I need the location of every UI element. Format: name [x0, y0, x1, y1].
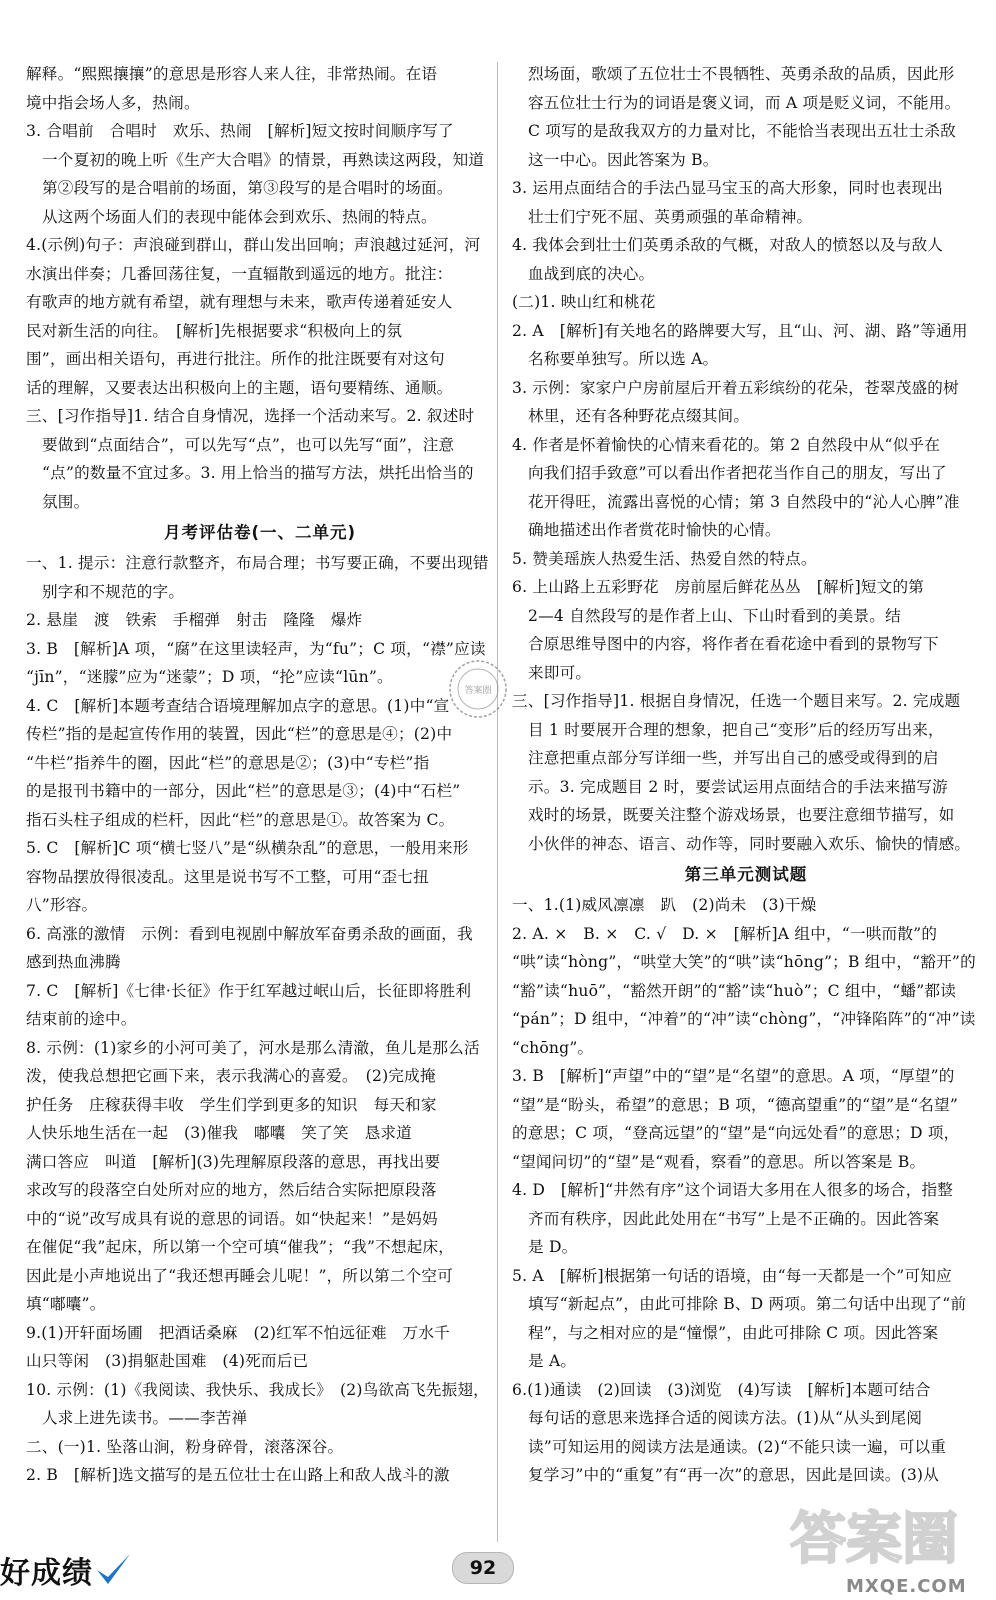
- text-line: 4.(示例)句子：声浪碰到群山，群山发出回响；声浪越过延河，河: [26, 236, 481, 254]
- stamp-text: 答案圈: [464, 686, 492, 696]
- text-line: 这一中心。因此答案为 B。: [528, 150, 719, 169]
- column-divider: [497, 62, 498, 1542]
- text-line: 境中指会场人多，热闹。: [26, 93, 200, 112]
- text-line: 3. B [解析]A 项，“腐”在这里读轻声，为“fu”；C 项，“襟”应读: [26, 639, 486, 658]
- text-line: 满口答应 叫道 [解析](3)先理解原段落的意思，再找出要: [26, 1152, 441, 1171]
- text-line: “jīn”，“迷朦”应为“迷蒙”；D 项，“抡”应读“lūn”。: [26, 668, 393, 686]
- text-line: 4. 我体会到壮士们英勇杀敌的气概，对敌人的愤怒以及与敌人: [512, 236, 944, 254]
- text-line: 确地描述出作者赏花时愉快的心情。: [528, 521, 781, 539]
- text-line: 6. 上山路上五彩野花 房前屋后鲜花丛丛 [解析]短文的第: [512, 578, 925, 596]
- text-line: 护任务 庄稼获得丰收 学生们学到更多的知识 每天和家: [26, 1095, 437, 1114]
- text-line: 三、[习作指导]1. 根据自身情况，任选一个题目来写。2. 完成题: [512, 692, 961, 710]
- text-line: 读”可知运用的阅读方法是通读。(2)“不能只读一遍，可以重: [528, 1437, 947, 1456]
- text-line: “哄”读“hòng”，“哄堂大笑”的“哄”读“hōng”；B 组中，“豁开”的: [512, 953, 976, 971]
- text-line: 容五位壮士行为的词语是褒义词，而 A 项是贬义词，不能用。: [528, 93, 961, 112]
- text-line: 合原思维导图中的内容，将作者在看花途中看到的景物写下: [528, 635, 939, 653]
- text-line: 传栏”指的是起宣传作用的装置，因此“栏”的意思是④；(2)中: [26, 725, 453, 743]
- text-line: 一、1. 提示：注意行款整齐，布局合理；书写要正确，不要出现错: [26, 554, 489, 572]
- text-line: 民对新生活的向往。 [解析]先根据要求“积极向上的氛: [26, 321, 403, 340]
- section-heading: 月考评估卷(一、二单元): [163, 523, 357, 542]
- text-line: 是 D。: [528, 1238, 578, 1256]
- text-line: 泼，使我总想把它画下来，表示我满心的喜爱。 (2)完成掩: [26, 1067, 436, 1085]
- text-line: 血战到底的决心。: [528, 264, 655, 283]
- text-line: 5. 赞美瑶族人热爱生活、热爱自然的特点。: [512, 549, 817, 568]
- round-stamp: [447, 658, 509, 720]
- text-line: “点”的数量不宜过多。3. 用上恰当的描写方法，烘托出恰当的: [42, 464, 474, 482]
- text-line: 第②段写的是合唱前的场面，第③段写的是合唱时的场面。: [42, 179, 453, 197]
- left-column: [26, 60, 494, 1490]
- text-line: 填“嘟囔”。: [26, 1295, 106, 1313]
- brand-logo: [0, 1548, 133, 1592]
- text-line: 的意思；C 项，“登高远望”的“望”是“向远处看”的意思；D 项，: [512, 1124, 960, 1142]
- text-line: 有歌声的地方就有希望，就有理想与未来，歌声传递着延安人: [26, 293, 453, 311]
- text-line: 名称要单独写。所以选 A。: [528, 350, 719, 368]
- text-line: 3. 示例：家家户户房前屋后开着五彩缤纷的花朵，苍翠茂盛的树: [512, 378, 959, 397]
- text-line: 2—4 自然段写的是作者上山、下山时看到的美景。结: [528, 606, 901, 625]
- text-line: 一个夏初的晚上听《生产大合唱》的情景，再熟读这两段，知道: [42, 150, 485, 169]
- text-line: 2. A. × B. × C. √ D. × [解析]A 组中，“一哄而散”的: [512, 924, 938, 943]
- text-line: 6. 高涨的激情 示例：看到电视剧中解放军奋勇杀敌的画面，我: [26, 924, 473, 943]
- text-line: “望”是“盼头，希望”的意思；B 项，“德高望重”的“望”是“名望”: [512, 1095, 958, 1114]
- text-line: 一、1.(1)威风凛凛 趴 (2)尚未 (3)干燥: [512, 896, 817, 914]
- text-line: 9.(1)开轩面场圃 把酒话桑麻 (2)红军不怕远征难 万水千: [26, 1323, 450, 1342]
- text-line: 4. 作者是怀着愉快的心情来看花的。第 2 自然段中从“似乎在: [512, 435, 941, 454]
- text-line: 6.(1)通读 (2)回读 (3)浏览 (4)写读 [解析]本题可结合: [512, 1380, 931, 1399]
- text-line: 目 1 时要展开合理的想象，把自己“变形”后的经历写出来，: [528, 720, 944, 739]
- text-line: 注意把重点部分写详细一些，并写出自己的感受或得到的启: [528, 749, 939, 767]
- text-line: 8. 示例：(1)家乡的小河可美了，河水是那么清澈，鱼儿是那么活: [26, 1038, 480, 1057]
- text-line: 2. B [解析]选文描写的是五位壮士在山路上和敌人战斗的激: [26, 1466, 450, 1484]
- text-line: 向我们招手致意”可以看出作者把花当作自己的朋友，写出了: [528, 464, 947, 482]
- text-line: 水演出伴奏；几番回荡往复，一直辐散到遥远的地方。批注：: [26, 264, 453, 283]
- text-line: 人快乐地生活在一起 (3)催我 嘟囔 笑了笑 恳求道: [26, 1124, 412, 1142]
- text-line: 壮士们宁死不屈、英勇顽强的革命精神。: [528, 207, 813, 226]
- text-line: 林里，还有各种野花点缀其间。: [528, 407, 750, 425]
- text-line: 二、(一)1. 坠落山涧，粉身碎骨，滚落深谷。: [26, 1437, 344, 1456]
- text-line: “chōng”。: [512, 1038, 594, 1057]
- text-line: 小伙伴的神态、语言、动作等，同时要融入欢乐、愉快的情感。: [528, 834, 971, 853]
- text-line: 10. 示例：(1)《我阅读、我快乐、我成长》 (2)鸟欲高飞先振翅，: [26, 1380, 489, 1399]
- text-line: “豁”读“huō”，“豁然开朗”的“豁”读“huò”；C 组中，“蟠”都读: [512, 981, 956, 1000]
- text-line: 3. 合唱前 合唱时 欢乐、热闹 [解析]短文按时间顺序写了: [26, 122, 454, 140]
- text-line: 齐而有秩序，因此此处用在“书写”上是不正确的。因此答案: [528, 1209, 940, 1228]
- right-column: [512, 60, 980, 1490]
- text-line: 烈场面，歌颂了五位壮士不畏牺牲、英勇杀敌的品质，因此形: [528, 65, 955, 83]
- text-line: 2. 悬崖 渡 铁索 手榴弹 射击 隆隆 爆炸: [26, 611, 363, 629]
- text-line: 程”，与之相对应的是“憧憬”，由此可排除 C 项。因此答案: [528, 1323, 939, 1342]
- text-line: 7. C [解析]《七律·长征》作于红军越过岷山后，长征即将胜利: [26, 981, 472, 1000]
- text-line: 从这两个场面人们的表现中能体会到欢乐、热闹的特点。: [42, 207, 437, 226]
- text-line: 来即可。: [528, 663, 592, 682]
- watermark-url: MXQE.COM: [846, 1576, 967, 1597]
- text-line: 容物品摆放得很凌乱。这里是说书写不工整，可用“歪七扭: [26, 867, 430, 886]
- text-line: 4. C [解析]本题考查结合语境理解加点字的意思。(1)中“宣: [26, 696, 450, 715]
- text-line: 结束前的途中。: [26, 1010, 137, 1028]
- page-number-text: 92: [469, 1557, 497, 1579]
- text-line: 示。3. 完成题目 2 时，要尝试运用点面结合的手法来描写游: [528, 777, 948, 796]
- text-line: 的是报刊书籍中的一部分，因此“栏”的意思是③；(4)中“石栏”: [26, 782, 461, 800]
- text-line: 花开得旺，流露出喜悦的心情；第 3 自然段中的“沁人心脾”准: [528, 492, 960, 511]
- text-line: 八”形容。: [26, 896, 98, 914]
- text-line: 话的理解，又要表达出积极向上的主题，语句要精练、通顺。: [26, 378, 453, 397]
- section-heading: 第三单元测试题: [684, 865, 808, 884]
- text-line: 4. D [解析]“井然有序”这个词语大多用在人很多的场合，指整: [512, 1181, 954, 1199]
- text-line: 指石头柱子组成的栏杆，因此“栏”的意思是①。故答案为 C。: [26, 810, 455, 829]
- text-line: 人求上进先读书。——李苦禅: [42, 1409, 248, 1427]
- text-line: 3. B [解析]“声望”中的“望”是“名望”的意思。A 项，“厚望”的: [512, 1067, 955, 1085]
- text-line: “望闻问切”的“望”是“观看，察看”的意思。所以答案是 B。: [512, 1152, 926, 1171]
- text-line: 5. C [解析]C 项“横七竖八”是“纵横杂乱”的意思，一般用来形: [26, 839, 469, 857]
- text-line: 填写“新起点”，由此可排除 B、D 两项。第二句话中出现了“前: [528, 1295, 967, 1313]
- text-line: 氛围。: [42, 492, 90, 511]
- brand-text: 好成绩: [0, 1556, 93, 1591]
- text-line: 要做到“点面结合”，可以先写“点”，也可以先写“面”，注意: [42, 435, 455, 454]
- text-line: 戏时的场景，既要关注整个游戏场景，也要注意细节描写，如: [528, 806, 955, 824]
- text-line: 山只等闲 (3)捐躯赴国难 (4)死而后已: [26, 1352, 309, 1370]
- text-line: 是 A。: [528, 1352, 577, 1370]
- text-line: “pán”；D 组中，“冲着”的“冲”读“chòng”，“冲锋陷阵”的“冲”读: [512, 1010, 976, 1028]
- text-line: 复学习”中的“重复”有“再一次”的意思，因此是回读。(3)从: [528, 1466, 940, 1484]
- text-line: 别字和不规范的字。: [42, 582, 185, 601]
- text-line: 3. 运用点面结合的手法凸显马宝玉的高大形象，同时也表现出: [512, 179, 944, 197]
- text-line: 三、[习作指导]1. 结合自身情况，选择一个活动来写。2. 叙述时: [26, 407, 475, 425]
- text-line: 中的“说”改写成具有说的意思的词语。如“快起来！”是妈妈: [26, 1209, 438, 1228]
- text-line: 在催促“我”起床，所以第一个空可填“催我”；“我”不想起床，: [26, 1238, 455, 1256]
- text-line: “牛栏”指养牛的圈，因此“栏”的意思是②；(3)中“专栏”指: [26, 753, 430, 772]
- text-line: 5. A [解析]根据第一句话的语境，由“每一天都是一个”可知应: [512, 1266, 952, 1285]
- checkmark-icon: [93, 1550, 133, 1590]
- text-line: 每句话的意思来选择合适的阅读方法。(1)从“从头到尾阅: [528, 1409, 923, 1427]
- text-line: 求改写的段落空白处所对应的地方，然后结合实际把原段落: [26, 1181, 437, 1199]
- text-line: (二)1. 映山红和桃花: [512, 293, 656, 311]
- text-line: 2. A [解析]有关地名的路牌要大写，且“山、河、湖、路”等通用: [512, 321, 968, 340]
- text-line: 解释。“熙熙攘攘”的意思是形容人来人往，非常热闹。在语: [26, 65, 438, 83]
- text-line: 围”，画出相关语句，再进行批注。所作的批注既要有对这句: [26, 350, 445, 368]
- text-line: 因此是小声地说出了“我还想再睡会儿呢！”，所以第二个空可: [26, 1266, 453, 1285]
- text-line: 感到热血沸腾: [26, 953, 121, 971]
- watermark-text: 答案圈: [790, 1507, 958, 1572]
- text-line: C 项写的是敌我双方的力量对比，不能恰当表现出五壮士杀敌: [528, 122, 956, 140]
- page-number: [452, 1552, 514, 1584]
